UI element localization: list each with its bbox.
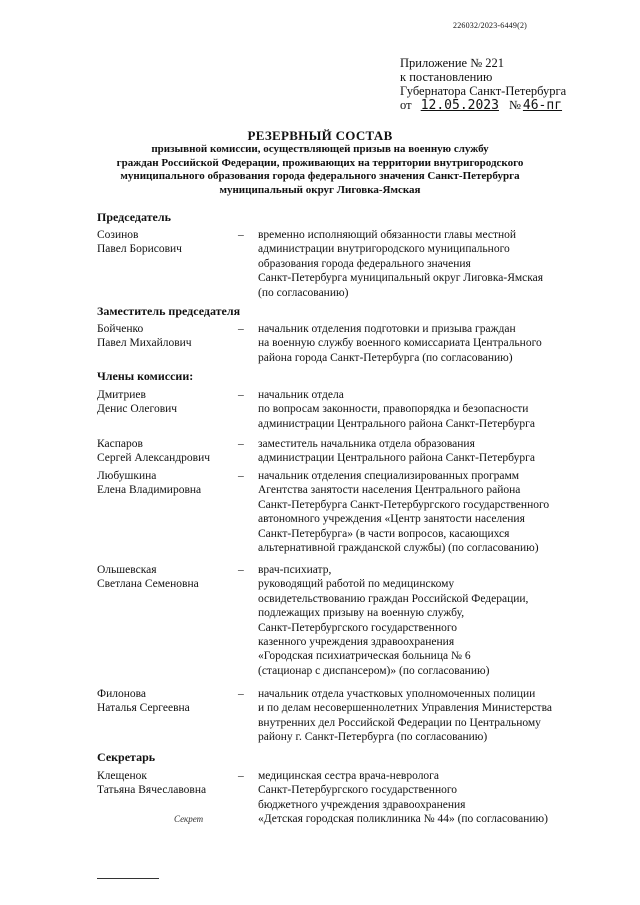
position-line: по вопросам законности, правопорядка и безопасности <box>258 403 529 416</box>
member-position <box>258 769 603 827</box>
appendix-line-3: Губернатора Санкт-Петербурга <box>400 84 567 98</box>
member-given-name: Павел Борисович <box>97 243 182 256</box>
dash: – <box>238 389 244 401</box>
position-line: «Детская городская поликлиника № 44» (по согласованию) <box>258 813 548 826</box>
member-position <box>258 563 603 678</box>
member-surname: Бойченко <box>97 323 144 335</box>
position-line: на военную службу военного комиссариата Центрального <box>258 337 542 350</box>
member-given-name: Светлана Семеновна <box>97 578 199 591</box>
position-line: Санкт-Петербургского государственного <box>258 621 458 634</box>
member-name <box>97 437 237 466</box>
member-name <box>97 469 237 498</box>
member-surname: Дмитриев <box>97 389 146 401</box>
document-title: РЕЗЕРВНЫЙ СОСТАВ <box>247 128 393 143</box>
position-line: начальник отдела <box>258 389 344 401</box>
section-members: Члены комиссии: <box>97 369 194 383</box>
position-line: «Городская психиатрическая больница № 6 <box>258 650 471 663</box>
dash: – <box>238 438 244 450</box>
position-line: администрации внутригородского муниципального <box>258 243 510 256</box>
member-position <box>258 469 603 555</box>
position-line: начальник отделения специализированных программ <box>258 470 520 482</box>
member-given-name: Сергей Александрович <box>97 452 211 465</box>
footer-divider <box>97 878 159 879</box>
section-deputy: Заместитель председателя <box>97 304 241 318</box>
position-line: начальник отделения подготовки и призыва граждан <box>258 323 516 335</box>
position-line: (по согласованию) <box>258 286 349 299</box>
document-number: 226032/2023-6449(2) <box>453 21 528 30</box>
position-line: Агентства занятости населения Центрального района <box>258 484 521 497</box>
subtitle-line: муниципального образования города федерального значения Санкт-Петербурга <box>120 170 520 182</box>
member-given-name: Елена Владимировна <box>97 484 202 497</box>
position-line: Санкт-Петербурга» (в части вопросов, касающихся <box>258 527 510 540</box>
dash: – <box>238 564 244 576</box>
position-line: альтернативной гражданской службы) (по согласованию) <box>258 542 539 555</box>
dash: – <box>238 770 244 782</box>
position-line: медицинская сестра врача-невролога <box>258 770 440 782</box>
member-name <box>97 687 237 716</box>
member-surname: Ольшевская <box>97 564 157 576</box>
member-position <box>258 388 603 431</box>
dash: – <box>238 323 244 335</box>
position-line: (стационар с диспансером)» (по согласованию) <box>258 664 490 677</box>
subtitle-line: призывной комиссии, осуществляющей призыв на военную службу <box>151 143 489 155</box>
position-line: временно исполняющий обязанности главы местной <box>258 229 517 241</box>
position-line: району г. Санкт-Петербурга (по согласованию) <box>258 731 488 744</box>
member-name <box>97 388 237 417</box>
member-surname: Клещенок <box>97 770 147 782</box>
position-line: Санкт-Петербурга муниципальный округ Лиговка-Ямская <box>258 272 544 285</box>
position-line: Санкт-Петербурга Санкт-Петербургского государственного <box>258 498 550 511</box>
member-name <box>97 228 237 257</box>
member-surname: Каспаров <box>97 438 143 450</box>
number-prefix: № <box>508 98 521 112</box>
signature-stamp: Секрет <box>174 814 204 824</box>
position-line: внутренних дел Российской Федерации по Центральному <box>258 716 541 729</box>
position-line: бюджетного учреждения здравоохранения <box>258 798 466 811</box>
position-line: начальник отдела участковых уполномоченных полиции <box>258 688 536 700</box>
member-surname: Созинов <box>97 229 139 241</box>
date-prefix: от <box>400 98 412 112</box>
position-line: образования города федерального значения <box>258 257 471 270</box>
member-position <box>258 437 603 466</box>
dash: – <box>238 470 244 482</box>
position-line: подлежащих призыву на военную службу, <box>258 607 465 620</box>
member-surname: Любушкина <box>97 470 157 482</box>
member-given-name: Татьяна Вячеславовна <box>97 784 207 797</box>
appendix-date-row <box>400 98 576 113</box>
position-line: администрации Центрального района Санкт-Петербурга <box>258 417 535 430</box>
dash: – <box>238 688 244 700</box>
member-given-name: Павел Михайлович <box>97 337 192 350</box>
position-line: администрации Центрального района Санкт-Петербурга <box>258 452 535 465</box>
appendix-number: 46-пг <box>522 98 563 113</box>
position-line: врач-психиатр, <box>258 564 332 576</box>
member-given-name: Денис Олегович <box>97 403 178 416</box>
section-chairman: Председатель <box>97 210 171 224</box>
member-name <box>97 563 237 592</box>
appendix-line-2: к постановлению <box>400 70 493 84</box>
dash: – <box>238 229 244 241</box>
member-surname: Филонова <box>97 688 147 700</box>
position-line: и по делам несовершеннолетних Управления Министерства <box>258 702 552 715</box>
member-position <box>258 228 603 300</box>
member-name <box>97 322 237 351</box>
appendix-date: 12.05.2023 <box>420 98 499 113</box>
position-line: автономного учреждения «Центр занятости населения <box>258 513 525 526</box>
section-secretary: Секретарь <box>97 750 156 764</box>
position-line: района города Санкт-Петербурга (по согласованию) <box>258 351 513 364</box>
member-position <box>258 322 603 365</box>
appendix-line-1: Приложение № 221 <box>400 56 505 70</box>
member-name <box>97 769 237 798</box>
position-line: казенного учреждения здравоохранения <box>258 636 455 649</box>
position-line: заместитель начальника отдела образования <box>258 438 475 450</box>
position-line: руководящий работой по медицинскому <box>258 578 455 591</box>
member-given-name: Наталья Сергеевна <box>97 702 190 715</box>
subtitle-line: муниципальный округ Лиговка-Ямская <box>219 183 421 196</box>
document-subtitle <box>60 143 580 197</box>
subtitle-line: граждан Российской Федерации, проживающих на территории внутригородского <box>116 156 524 169</box>
position-line: Санкт-Петербургского государственного <box>258 784 458 797</box>
member-position <box>258 687 603 745</box>
appendix-block <box>400 56 576 113</box>
position-line: освидетельствованию граждан Российской Федерации, <box>258 592 529 605</box>
